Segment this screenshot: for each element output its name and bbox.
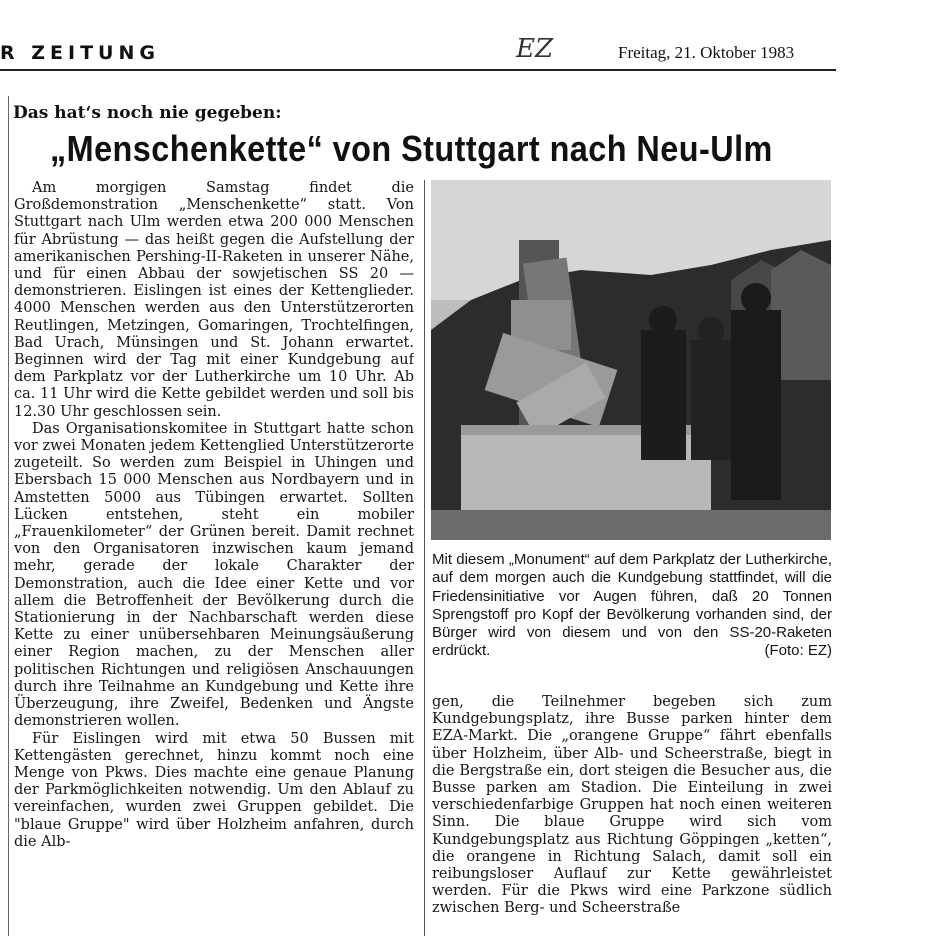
article-right-column <box>432 694 832 936</box>
photo-caption-text: Mit diesem „Monument“ auf dem Parkplatz der Lutherkirche, auf dem morgen auch die Kundgebung stattfindet, will die Friedensinitiative vor Augen führen, daß 20 Tonnen Sprengstoff pro Kopf der Bevölkerung vorhanden sind, der Bürger wird von diesem und von den SS-20-Raketen erdrückt. <box>432 551 832 660</box>
article-photo <box>431 180 831 540</box>
article-kicker: Das hat‘s noch nie gegeben: <box>13 103 282 123</box>
masthead-date: Freitag, 21. Oktober 1983 <box>618 43 795 62</box>
photo-caption <box>432 551 832 661</box>
article-left-column <box>14 180 414 936</box>
left-margin-rule <box>8 96 9 936</box>
monument-photo-illustration <box>431 180 831 540</box>
article-paragraph: Für Eislingen wird mit etwa 50 Bussen mit Kettengästen gerechnet, hinzu kommt noch eine Menge von Pkws. Dies machte eine genaue Planung der Parkmöglichkeiten notwendig. Um den Ablauf zu vereinfachen, wurden zwei Gruppen gebildet. Die "blaue Gruppe" wird über Holzheim anfahren, durch die Alb- <box>14 730 414 850</box>
masthead-rule <box>0 69 836 71</box>
article-headline: „Menschenkette“ von Stuttgart nach Neu-Ulm <box>50 128 773 169</box>
masthead-newspaper-name: R ZEITUNG <box>0 42 160 64</box>
article-paragraph: Am morgigen Samstag findet die Großdemonstration „Menschenkette“ statt. Von Stuttgart nach Ulm werden etwa 200 000 Menschen für Abrüstung — das heißt gegen die Aufstellung der amerikanischen Pershing-II-Raketen in unserer Nähe, und für einen Abbau der sowjetischen SS 20 — demonstrieren. Eislingen ist eines der Kettenglieder. 4000 Menschen werden aus den Unterstützerorten Reutlingen, Metzingen, Gomaringen, Trochtelfingen, Bad Urach, Münsingen und St. Johann erwartet. Beginnen wird der Tag mit einer Kundgebung auf dem Parkplatz vor der Lutherkirche um 10 Uhr. Ab ca. 11 Uhr wird die Kette gebildet werden und soll bis 12.30 Uhr geschlossen sein. <box>14 180 414 420</box>
handwritten-note: EZ <box>516 34 554 64</box>
article-paragraph: Das Organisationskomitee in Stuttgart hatte schon vor zwei Monaten jedem Kettenglied Unterstützerorte zugeteilt. So werden zum Beispiel in Uhingen und Ebersbach 15 000 Menschen aus Nordbayern und in Amstetten 5000 aus Tübingen erwartet. Sollten Lücken entstehen, steht ein mobiler „Frauenkilometer“ der Grünen bereit. Damit rechnet von den Organisatoren inzwischen kaum jemand mehr, gerade der lokale Charakter der Demonstration, auch die Idee einer Kette und vor allem die Betroffenheit der Bevölkerung durch die Stationierung in der Nachbarschaft werden diese Kette zu einer unübersehbaren Meinungsäußerung einer Region machen, zu der Menschen aller politischen Richtungen und religiösen Anschauungen durch ihre Teilnahme an Kundgebung und Kette ihre Überzeugung, ihre Zweifel, Bedenken und Ängste demonstrieren wollen. <box>14 420 414 730</box>
article-continuation: gen, die Teilnehmer begeben sich zum Kundgebungsplatz, ihre Busse parken hinter dem EZA-Markt. Die „orangene Gruppe“ fährt ebenfalls über Holzheim, über Alb- und Scheerstraße, biegt in die Bergstraße ein, dort steigen die Besucher aus, die Busse parken am Stadion. Die Einteilung in zwei verschiedenfarbige Gruppen hat noch einen weiteren Sinn. Die blaue Gruppe wird sich vom Kundgebungsplatz aus Richtung Göppingen „ketten“, die orangene in Richtung Salach, damit soll ein reibungsloser Auflauf zur Kette gewährleistet werden. Für die Pkws wird eine Parkzone südlich zwischen Berg- und Scheerstraße <box>432 694 832 917</box>
photo-credit: (Foto: EZ) <box>764 642 832 660</box>
column-divider <box>424 180 425 936</box>
